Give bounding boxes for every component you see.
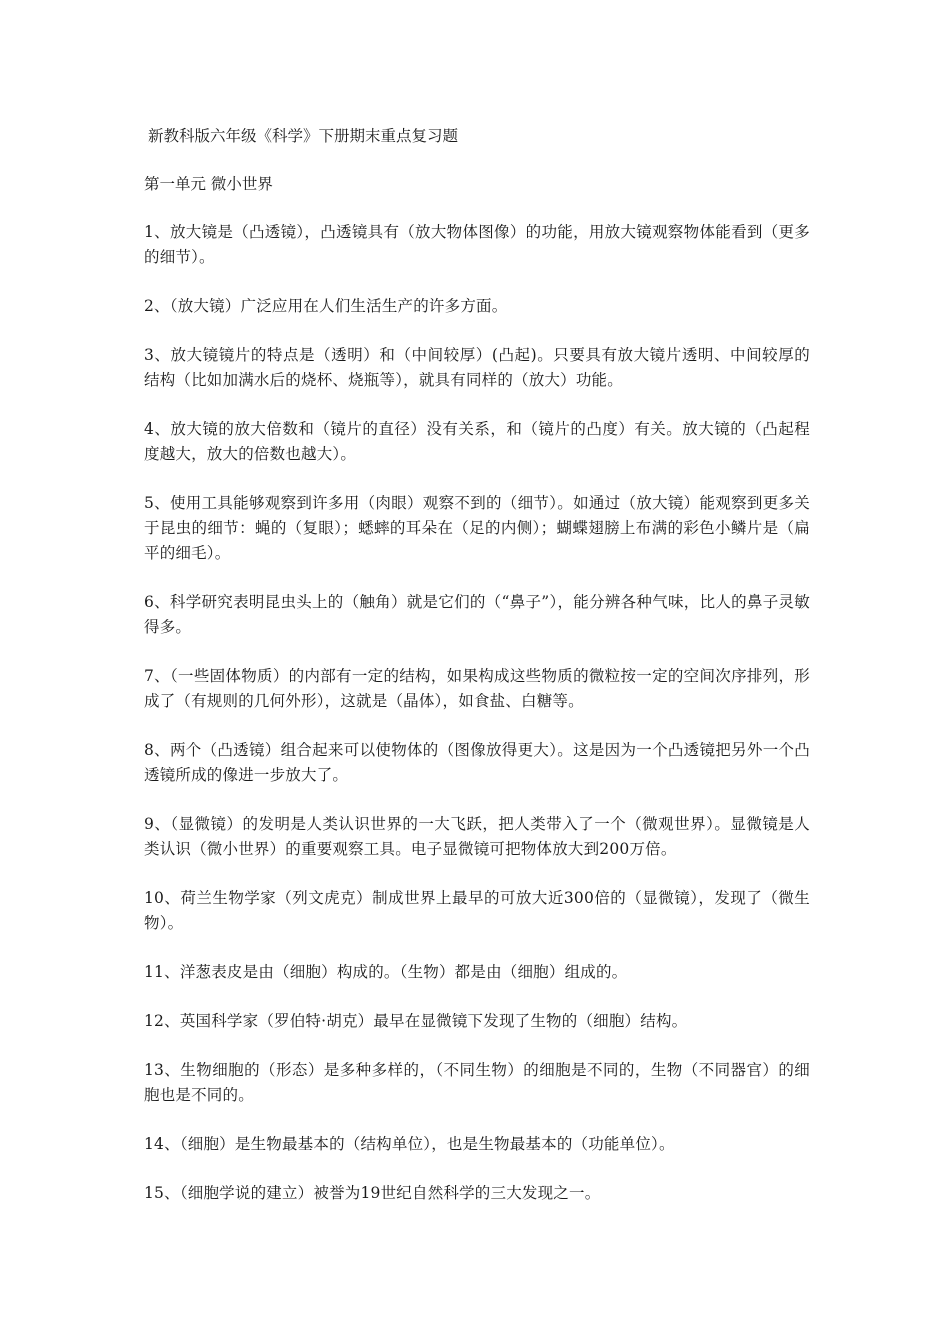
review-item-6: 6、科学研究表明昆虫头上的（触角）就是它们的（“鼻子”），能分辨各种气味，比人的鼻子灵敏得多。 bbox=[144, 593, 810, 636]
review-item-15: 15、（细胞学说的建立）被誉为19世纪自然科学的三大发现之一。 bbox=[144, 1184, 601, 1202]
review-item-1: 1、放大镜是（凸透镜），凸透镜具有（放大物体图像）的功能，用放大镜观察物体能看到（更多的细节）。 bbox=[144, 223, 810, 266]
review-item-14: 14、（细胞）是生物最基本的（结构单位），也是生物最基本的（功能单位）。 bbox=[144, 1135, 675, 1153]
review-item-3: 3、放大镜镜片的特点是（透明）和（中间较厚）(凸起)。只要具有放大镜片透明、中间较厚的结构（比如加满水后的烧杯、烧瓶等），就具有同样的（放大）功能。 bbox=[144, 346, 810, 389]
review-item-10: 10、荷兰生物学家（列文虎克）制成世界上最早的可放大近300倍的（显微镜），发现了（微生物）。 bbox=[144, 889, 810, 932]
review-item-12: 12、英国科学家（罗伯特·胡克）最早在显微镜下发现了生物的（细胞）结构。 bbox=[144, 1012, 688, 1030]
review-item-9: 9、（显微镜）的发明是人类认识世界的一大飞跃，把人类带入了一个（微观世界）。显微镜是人类认识（微小世界）的重要观察工具。电子显微镜可把物体放大到200万倍。 bbox=[144, 815, 810, 858]
review-item-2: 2、（放大镜）广泛应用在人们生活生产的许多方面。 bbox=[144, 297, 508, 315]
document-title: 新教科版六年级《科学》下册期末重点复习题 bbox=[148, 127, 459, 145]
unit-heading: 第一单元 微小世界 bbox=[144, 175, 273, 193]
document-page bbox=[144, 124, 810, 1230]
review-item-8: 8、两个（凸透镜）组合起来可以使物体的（图像放得更大）。这是因为一个凸透镜把另外一个凸透镜所成的像进一步放大了。 bbox=[144, 741, 810, 784]
review-item-5: 5、使用工具能够观察到许多用（肉眼）观察不到的（细节）。如通过（放大镜）能观察到更多关于昆虫的细节：蝇的（复眼）；蟋蟀的耳朵在（足的内侧）；蝴蝶翅膀上布满的彩色小鳞片是（扁平的细毛）。 bbox=[144, 494, 810, 562]
review-item-7: 7、（一些固体物质）的内部有一定的结构，如果构成这些物质的微粒按一定的空间次序排列，形成了（有规则的几何外形），这就是（晶体），如食盐、白糖等。 bbox=[144, 667, 810, 710]
review-item-13: 13、生物细胞的（形态）是多种多样的，（不同生物）的细胞是不同的，生物（不同器官）的细胞也是不同的。 bbox=[144, 1061, 810, 1104]
review-item-4: 4、放大镜的放大倍数和（镜片的直径）没有关系，和（镜片的凸度）有关。放大镜的（凸起程度越大，放大的倍数也越大）。 bbox=[144, 420, 810, 463]
review-item-11: 11、洋葱表皮是由（细胞）构成的。（生物）都是由（细胞）组成的。 bbox=[144, 963, 628, 981]
